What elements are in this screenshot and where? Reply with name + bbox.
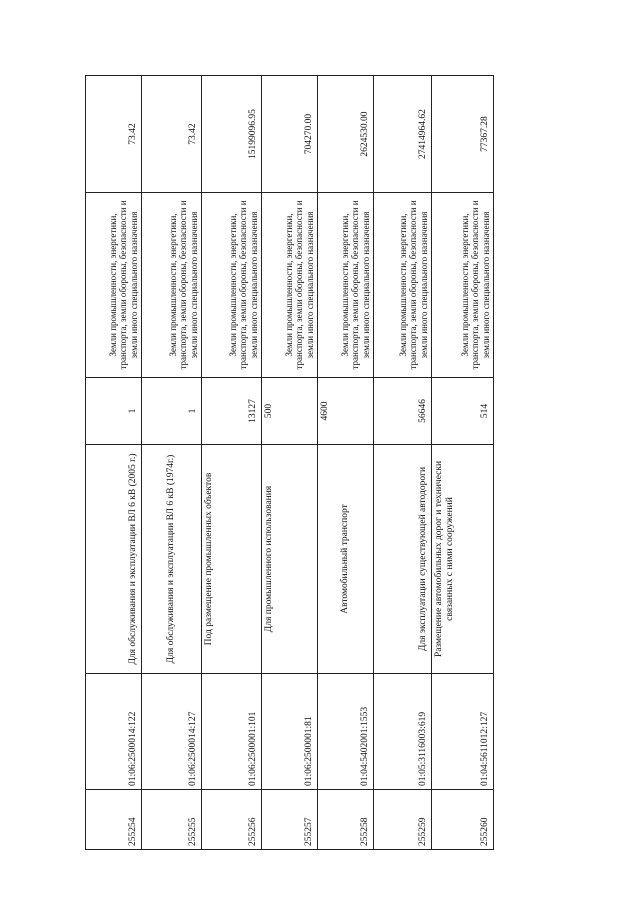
- cell-area: 500: [262, 378, 318, 445]
- cell-category: Земли промышленности, энергетики, транспорта, земли обороны, безопасности и земли иного специального назначения: [86, 193, 142, 378]
- cell-cadastral: 01:06:2500014:122: [86, 674, 142, 790]
- land-plots-table: [85, 75, 494, 850]
- table-row: [374, 76, 432, 850]
- table-row: [432, 76, 494, 850]
- cell-category: Земли промышленности, энергетики, транспорта, земли обороны, безопасности и земли иного специального назначения: [202, 193, 262, 378]
- table-row: [86, 76, 142, 850]
- cell-number: 255260: [432, 790, 494, 850]
- cell-use: Для обслуживания и эксплуатации ВЛ 6 кВ (2005 г.): [86, 445, 142, 674]
- cell-area: 514: [432, 378, 494, 445]
- cell-area: 1: [86, 378, 142, 445]
- cell-category: Земли промышленности, энергетики, транспорта, земли обороны, безопасности и земли иного специального назначения: [142, 193, 202, 378]
- cell-use: Автомобильный транспорт: [318, 445, 374, 674]
- cell-area: 56646: [374, 378, 432, 445]
- cell-value: 73.42: [86, 76, 142, 193]
- cell-value: 77367.28: [432, 76, 494, 193]
- cell-cadastral: 01:04:5402001:1553: [318, 674, 374, 790]
- cell-number: 255255: [142, 790, 202, 850]
- cell-use: Для эксплуатации существующей автодороги: [374, 445, 432, 674]
- cell-use: Под размещение промышленных объектов: [202, 445, 262, 674]
- table-row: [202, 76, 262, 850]
- cell-use: Для промышленного использования: [262, 445, 318, 674]
- table-row: [142, 76, 202, 850]
- cell-use: Размещение автомобильных дорог и технически связанных с ними сооружений: [432, 445, 494, 674]
- cell-value: 27414964.62: [374, 76, 432, 193]
- cell-cadastral: 01:06:2500001:81: [262, 674, 318, 790]
- document-page: [85, 109, 493, 850]
- cell-cadastral: 01:06:2500014:127: [142, 674, 202, 790]
- cell-value: 704270.00: [262, 76, 318, 193]
- cell-number: 255258: [318, 790, 374, 850]
- cell-category: Земли промышленности, энергетики, транспорта, земли обороны, безопасности и земли иного специального назначения: [374, 193, 432, 378]
- cell-use: Для обслуживания и эксплуатации ВЛ 6 кВ (1974г.): [142, 445, 202, 674]
- cell-number: 255259: [374, 790, 432, 850]
- cell-cadastral: 01:06:2500001:101: [202, 674, 262, 790]
- cell-number: 255254: [86, 790, 142, 850]
- cell-cadastral: 01:05:3116003:619: [374, 674, 432, 790]
- cell-area: 1: [142, 378, 202, 445]
- cell-area: 4600: [318, 378, 374, 445]
- cell-value: 15199096.95: [202, 76, 262, 193]
- cell-cadastral: 01:04:5611012:127: [432, 674, 494, 790]
- cell-category: Земли промышленности, энергетики, транспорта, земли обороны, безопасности и земли иного специального назначения: [432, 193, 494, 378]
- cell-value: 73.42: [142, 76, 202, 193]
- table-row: [262, 76, 318, 850]
- cell-category: Земли промышленности, энергетики, транспорта, земли обороны, безопасности и земли иного специального назначения: [318, 193, 374, 378]
- cell-value: 2624530.00: [318, 76, 374, 193]
- cell-area: 13127: [202, 378, 262, 445]
- cell-category: Земли промышленности, энергетики, транспорта, земли обороны, безопасности и земли иного специального назначения: [262, 193, 318, 378]
- table-row: [318, 76, 374, 850]
- cell-number: 255257: [262, 790, 318, 850]
- rotated-table-container: [85, 109, 493, 850]
- cell-number: 255256: [202, 790, 262, 850]
